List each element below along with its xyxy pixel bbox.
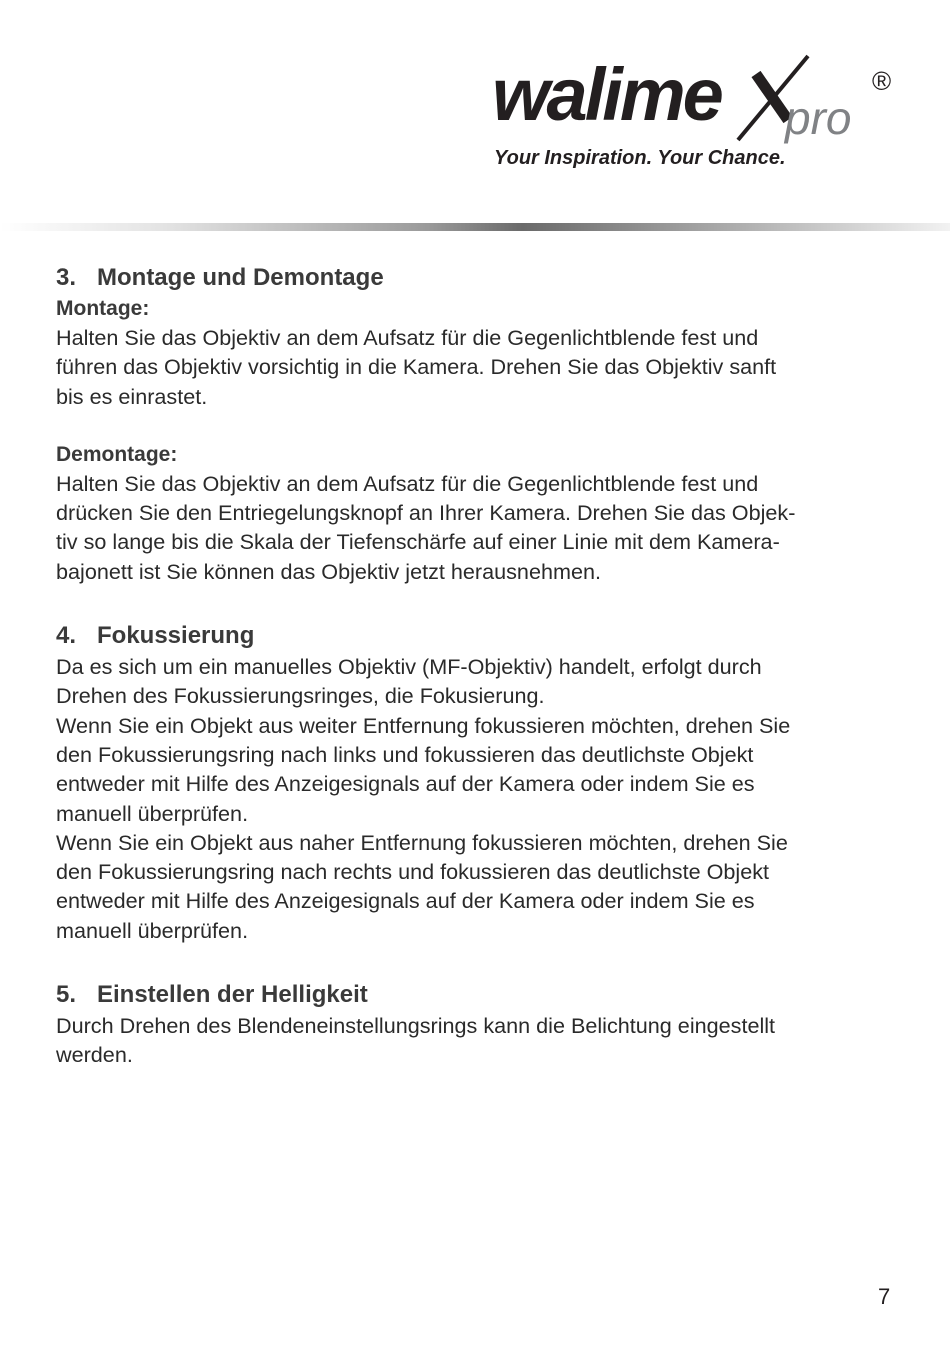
text-line: bis es einrastet. (56, 383, 208, 409)
svg-text:walime: walime (492, 53, 721, 136)
text-line: Halten Sie das Objektiv an dem Aufsatz für die Gegenlichtblende fest und (56, 470, 759, 496)
section-title: Fokussierung (97, 622, 255, 650)
text-line: entweder mit Hilfe des Anzeigesignals auf der Kamera oder indem Sie es (56, 771, 755, 797)
section-heading-montage (56, 262, 906, 294)
brand-tagline: Your Inspiration. Your Chance. (494, 147, 786, 169)
section-title: Einstellen der Helligkeit (97, 981, 368, 1009)
text-line: entweder mit Hilfe des Anzeigesignals auf der Kamera oder indem Sie es (56, 888, 755, 914)
paragraph-fokussierung (56, 652, 906, 945)
section-heading-helligkeit (56, 979, 906, 1011)
page-content (56, 262, 906, 1070)
text-line: tiv so lange bis die Skala der Tiefenschärfe auf einer Linie mit dem Kamera- (56, 529, 780, 555)
section-title: Montage und Demontage (97, 264, 384, 291)
text-line: Da es sich um ein manuelles Objektiv (MF-Objektiv) handelt, erfolgt durch (56, 654, 762, 680)
text-line: führen das Objektiv vorsichtig in die Kamera. Drehen Sie das Objektiv sanft (56, 354, 777, 380)
text-line: Wenn Sie ein Objekt aus weiter Entfernung fokussieren möchten, drehen Sie (56, 712, 791, 738)
section-number: 5. (56, 981, 77, 1009)
text-line: Drehen des Fokussierungsringes, die Fokusierung. (56, 683, 545, 709)
text-line: den Fokussierungsring nach links und fokussieren das deutlichste Objekt (56, 741, 754, 767)
section-heading-fokussierung (56, 620, 906, 652)
paragraph-montage (56, 323, 906, 411)
page-number: 7 (878, 1284, 891, 1309)
svg-text:pro: pro (785, 92, 852, 144)
text-line: bajonett ist Sie können das Objektiv jetzt herausnehmen. (56, 558, 601, 584)
text-line: den Fokussierungsring nach rechts und fokussieren das deutlichste Objekt (56, 859, 769, 885)
subheading-montage: Montage: (56, 297, 150, 320)
text-line: drücken Sie den Entriegelungsknopf an Ihrer Kamera. Drehen Sie das Objek- (56, 500, 796, 526)
subheading-demontage: Demontage: (56, 442, 178, 466)
text-line: werden. (56, 1042, 133, 1068)
header-divider (0, 223, 950, 231)
text-line: manuell überprüfen. (56, 917, 249, 943)
section-number: 3. (56, 264, 77, 291)
text-line: Wenn Sie ein Objekt aus naher Entfernung fokussieren möchten, drehen Sie (56, 829, 788, 855)
text-line: manuell überprüfen. (56, 800, 249, 826)
text-line: Durch Drehen des Blendeneinstellungsrings kann die Belichtung eingestellt (56, 1013, 776, 1039)
section-number: 4. (56, 622, 77, 650)
brand-logo (488, 50, 908, 145)
paragraph-helligkeit (56, 1011, 906, 1070)
paragraph-demontage (56, 469, 906, 586)
svg-text:®: ® (872, 66, 892, 96)
text-line: Halten Sie das Objektiv an dem Aufsatz für die Gegenlichtblende fest und (56, 325, 759, 350)
